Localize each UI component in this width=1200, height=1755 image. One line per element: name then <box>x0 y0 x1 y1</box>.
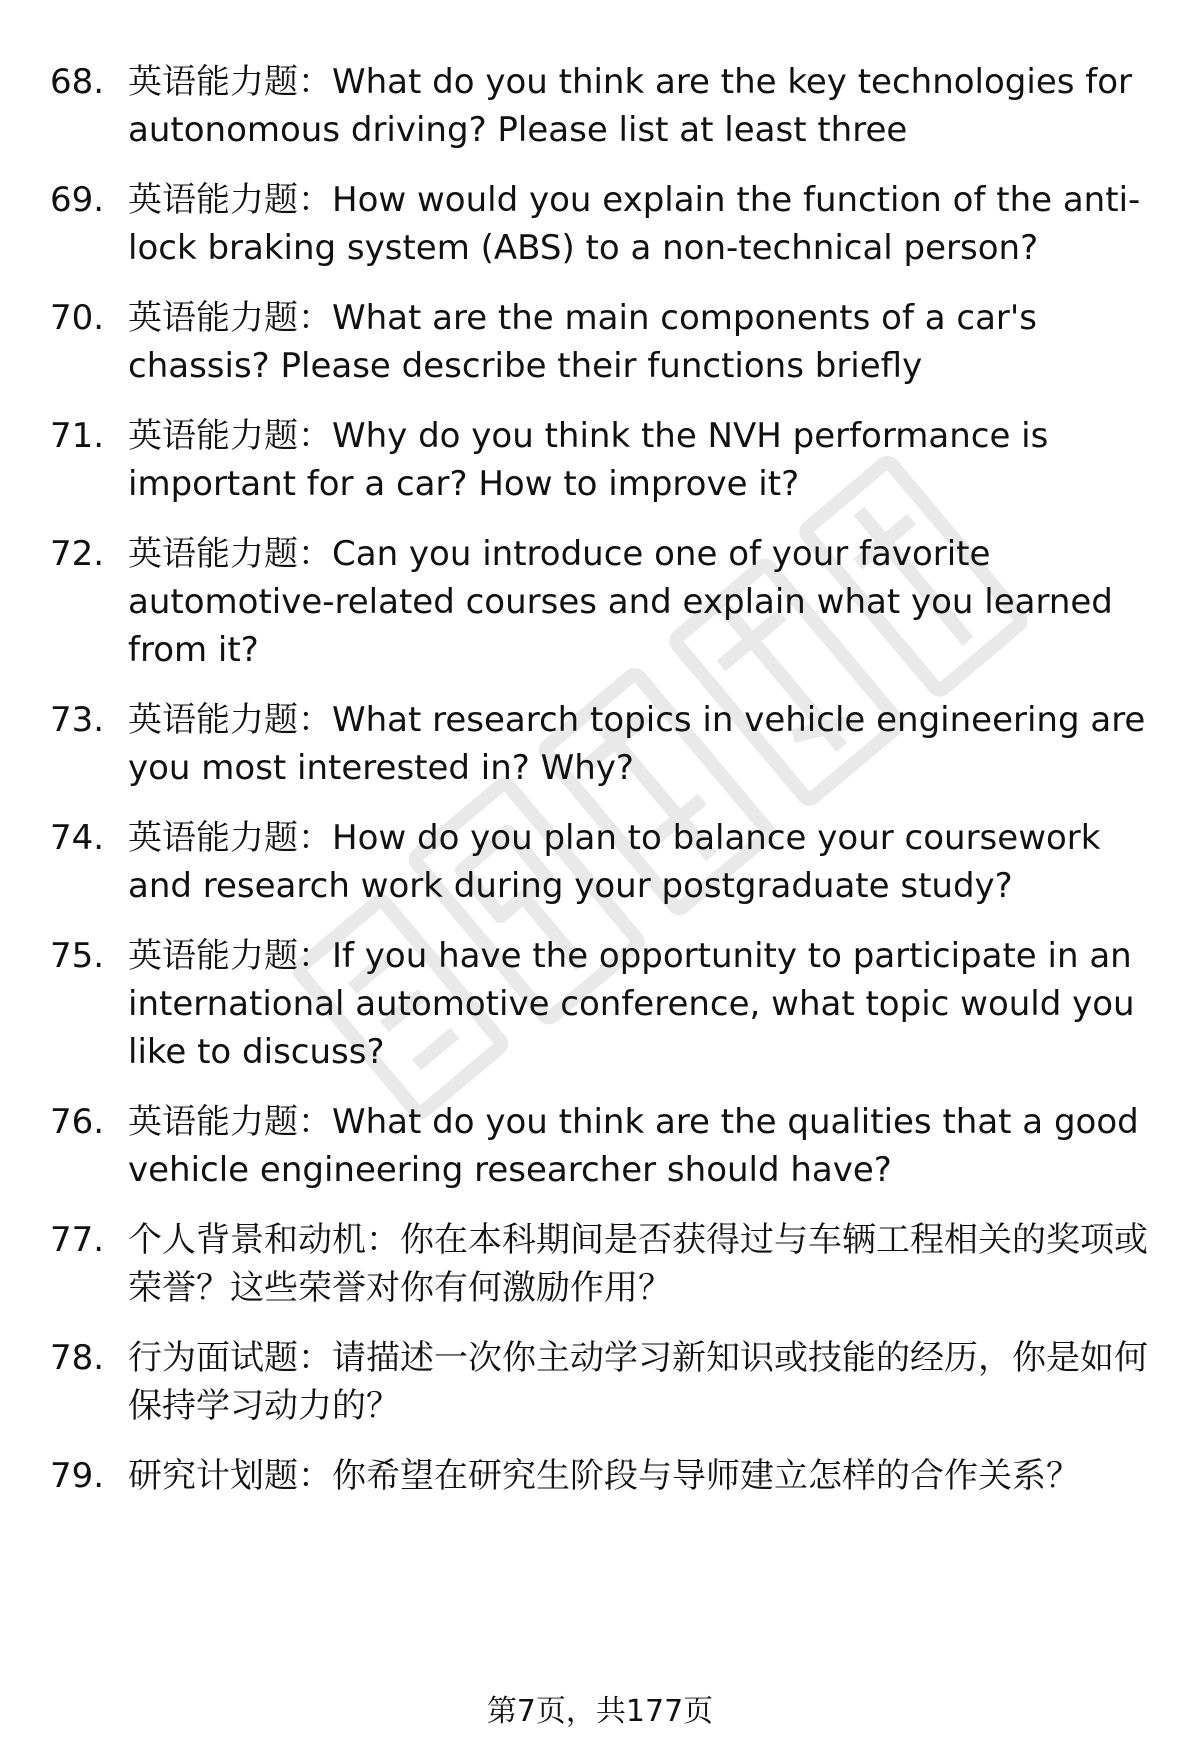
question-item <box>50 412 1160 508</box>
question-text: 英语能力题：How do you plan to balance your coursework and research work during your postgraduate study? <box>128 818 1101 906</box>
question-number: 69. <box>50 180 105 220</box>
question-text: 英语能力题：Can you introduce one of your favorite automotive-related courses and explain what you learned from it? <box>128 534 1113 670</box>
question-text: 行为面试题：请描述一次你主动学习新知识或技能的经历，你是如何保持学习动力的？ <box>128 1338 1148 1426</box>
question-text: 英语能力题：How would you explain the function of the anti-lock braking system (ABS) to a non-technical person? <box>128 180 1141 268</box>
question-number: 76. <box>50 1102 105 1142</box>
question-number: 71. <box>50 416 105 456</box>
question-text: 个人背景和动机：你在本科期间是否获得过与车辆工程相关的奖项或荣誉？这些荣誉对你有何激励作用？ <box>128 1220 1148 1308</box>
question-number: 74. <box>50 818 105 858</box>
question-text: 英语能力题：What do you think are the qualities that a good vehicle engineering researcher should have? <box>128 1102 1139 1190</box>
question-number: 72. <box>50 534 105 574</box>
question-text: 英语能力题：If you have the opportunity to participate in an international automotive conference, what topic would you like to discuss? <box>128 936 1135 1072</box>
question-text: 英语能力题：What are the main components of a car's chassis? Please describe their functions briefly <box>128 298 1037 386</box>
question-item <box>50 1334 1160 1430</box>
question-item <box>50 814 1160 910</box>
question-number: 79. <box>50 1456 105 1496</box>
question-item <box>50 530 1160 674</box>
question-item <box>50 1452 1160 1500</box>
question-text: 英语能力题：Why do you think the NVH performance is important for a car? How to improve it? <box>128 416 1049 504</box>
page-footer: 第7页，共177页 <box>486 1694 714 1729</box>
question-number: 75. <box>50 936 105 976</box>
question-number: 73. <box>50 700 105 740</box>
question-item <box>50 696 1160 792</box>
question-item <box>50 294 1160 390</box>
question-item <box>50 176 1160 272</box>
question-number: 77. <box>50 1220 105 1260</box>
question-item <box>50 1216 1160 1312</box>
question-number: 70. <box>50 298 105 338</box>
question-number: 78. <box>50 1338 105 1378</box>
question-text: 英语能力题：What do you think are the key technologies for autonomous driving? Please list at least three <box>128 62 1133 150</box>
question-text: 研究计划题：你希望在研究生阶段与导师建立怎样的合作关系？ <box>128 1456 1080 1496</box>
question-text: 英语能力题：What research topics in vehicle engineering are you most interested in? Why? <box>128 700 1146 788</box>
question-item <box>50 1098 1160 1194</box>
question-item <box>50 58 1160 154</box>
question-item <box>50 932 1160 1076</box>
question-number: 68. <box>50 62 105 102</box>
question-list <box>50 58 1160 1522</box>
